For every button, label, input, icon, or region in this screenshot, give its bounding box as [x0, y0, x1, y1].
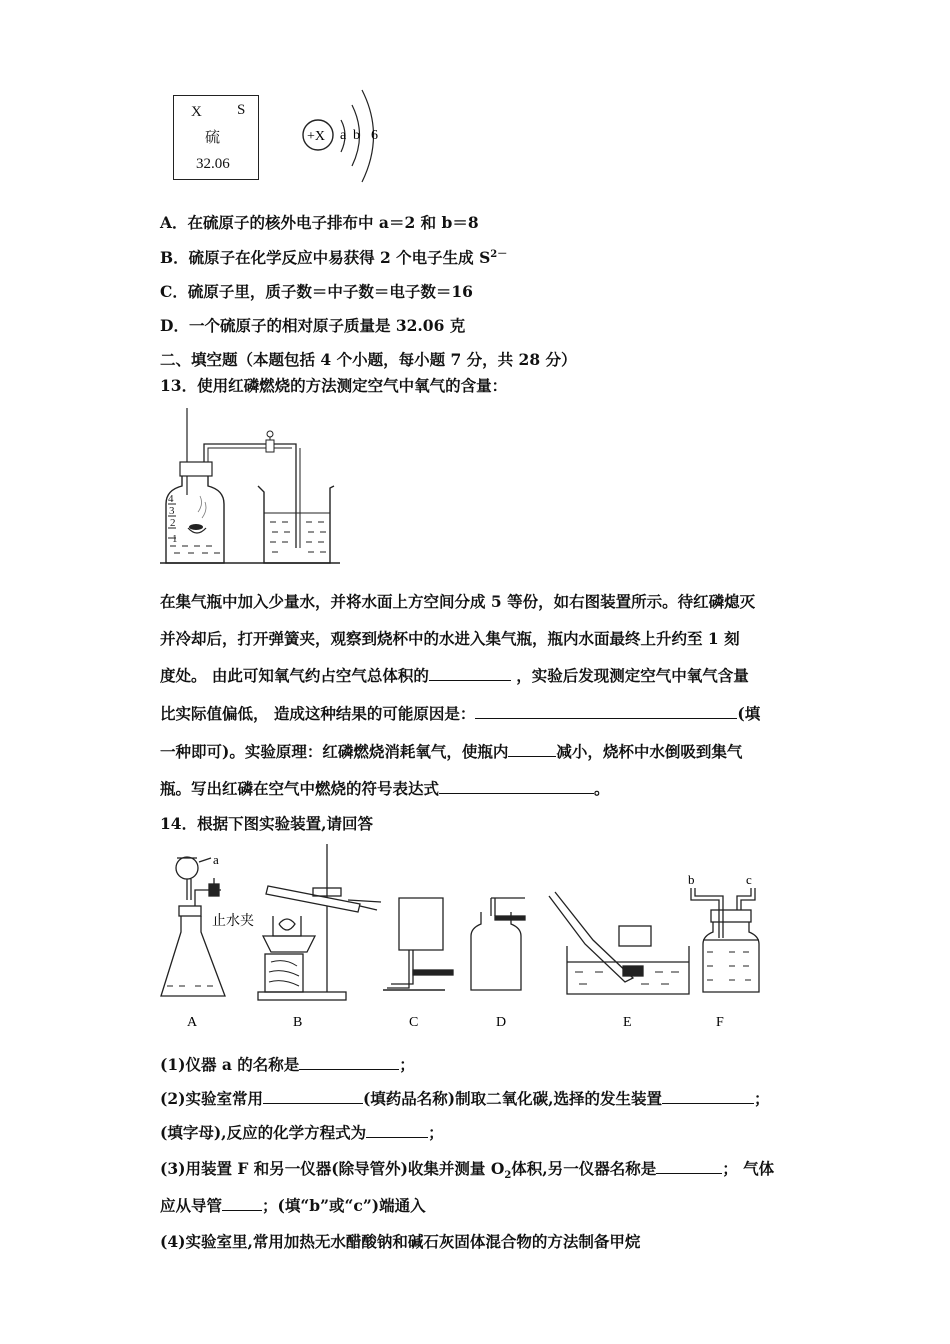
apparatus-b — [258, 844, 381, 1000]
q14-sub-6: (4)实验室里,常用加热无水醋酸钠和碱石灰固体混合物的方法制备甲烷 — [160, 1232, 641, 1251]
electrons-outer: 6 — [371, 128, 378, 143]
element-card-symbol: S — [237, 102, 246, 118]
apparatus-label-b: B — [293, 1015, 303, 1030]
apparatus-label-d: D — [496, 1015, 507, 1030]
q14-sub-2: (2)实验室常用 (填药品名称)制取二氧化碳,选择的发生装置 ； — [160, 1089, 770, 1108]
q14-sub-5: 应从导管 ；(填“b”或“c”)端通入 — [160, 1196, 426, 1215]
section-title: 二、填空题（本题包括 4 个小题，每小题 7 分，共 28 分） — [160, 350, 577, 369]
option-c: C．硫原子里，质子数＝中子数＝电子数＝16 — [160, 282, 473, 301]
blank-error-reason[interactable] — [475, 704, 737, 719]
atom-structure-diagram — [295, 80, 405, 192]
option-a: A．在硫原子的核外电子排布中 a＝2 和 b＝8 — [160, 213, 479, 232]
red-phosphorus-apparatus — [160, 400, 345, 570]
lab-apparatus-figure — [155, 840, 780, 1035]
scale-1: 1 — [172, 533, 178, 545]
element-card — [173, 95, 259, 180]
q14-sub-4: (3)用装置 F 和另一仪器(除导管外)收集并测量 $O_2$体积,另一仪器名称是 ； 气体 — [160, 1159, 775, 1182]
blank-generator[interactable] — [662, 1089, 754, 1104]
blank-instrument-name[interactable] — [656, 1159, 722, 1174]
nucleus-charge: +X — [307, 129, 326, 144]
q13-paragraph-2: 并冷却后，打开弹簧夹，观察到烧杯中的水进入集气瓶，瓶内水面最终上升约至 1 刻 — [160, 629, 740, 648]
q13-paragraph-6: 瓶。写出红磷在空气中燃烧的符号表达式 。 — [160, 779, 610, 798]
blank-reagent[interactable] — [263, 1089, 363, 1104]
q13-paragraph-3: 度处。 由此可知氧气约占空气总体积的 ，实验后发现测定空气中氧气含量 — [160, 666, 749, 685]
apparatus-e — [549, 892, 689, 994]
apparatus-label-a: A — [187, 1015, 198, 1030]
label-c: c — [746, 872, 752, 887]
q14-sub-1: (1)仪器 a 的名称是 ； — [160, 1055, 415, 1074]
scale-3: 3 — [169, 505, 175, 517]
clamp-label: 止水夹 — [212, 914, 254, 929]
blank-equation[interactable] — [366, 1123, 428, 1138]
element-card-name: 硫 — [205, 130, 221, 146]
element-card-mass: 32.06 — [196, 156, 230, 172]
blank-inlet-tube[interactable] — [222, 1196, 262, 1211]
q13-title: 13．使用红磷燃烧的方法测定空气中氧气的含量： — [160, 376, 508, 395]
option-d: D．一个硫原子的相对原子质量是 32.06 克 — [160, 316, 466, 335]
apparatus-label-f: F — [716, 1015, 724, 1030]
apparatus-label-e: E — [623, 1015, 632, 1030]
option-b: B．硫原子在化学反应中易获得 2 个电子生成 $S^{2-}$ — [160, 248, 508, 268]
q13-paragraph-5: 一种即可)。实验原理：红磷燃烧消耗氧气，使瓶内 减小，烧杯中水倒吸到集气 — [160, 742, 743, 761]
q14-title: 14．根据下图实验装置,请回答 — [160, 814, 373, 833]
blank-instrument-a[interactable] — [299, 1055, 399, 1070]
scale-2: 2 — [170, 517, 176, 529]
q13-paragraph-4: 比实际值偏低， 造成这种结果的可能原因是： (填 — [160, 704, 761, 723]
apparatus-d — [471, 898, 525, 990]
electrons-a: a — [340, 128, 347, 143]
label-b: b — [688, 872, 695, 887]
blank-oxygen-fraction[interactable] — [429, 666, 511, 681]
electrons-b: b — [353, 128, 360, 143]
blank-symbol-equation[interactable] — [439, 779, 594, 794]
apparatus-label-c: C — [409, 1015, 419, 1030]
apparatus-f — [691, 888, 759, 992]
blank-pressure[interactable] — [508, 742, 556, 757]
q13-paragraph-1: 在集气瓶中加入少量水，并将水面上方空间分成 5 等份，如右图装置所示。待红磷熄灭 — [160, 592, 756, 611]
scale-4: 4 — [168, 493, 174, 505]
element-card-x: X — [191, 104, 202, 120]
q14-sub-3: (填字母),反应的化学方程式为 ； — [160, 1123, 444, 1142]
apparatus-c — [383, 898, 453, 990]
label-a: a — [213, 852, 219, 867]
